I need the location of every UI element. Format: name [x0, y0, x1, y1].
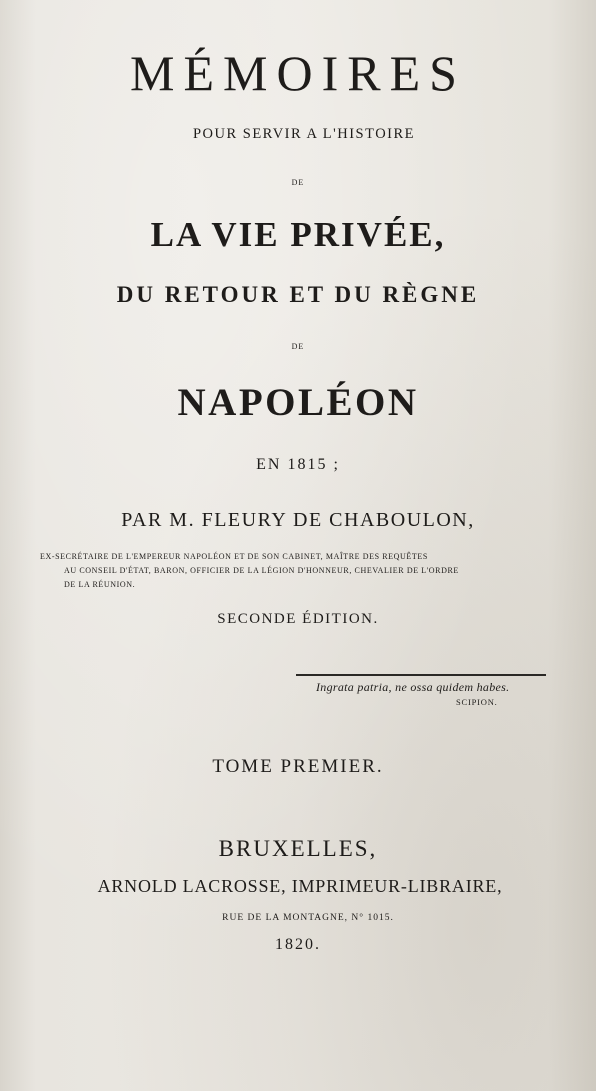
book-subtitle: POUR SERVIR A L'HISTOIRE — [192, 126, 416, 142]
credential-line: AU CONSEIL D'ÉTAT, BARON, OFFICIER DE LA LÉGION D'HONNEUR, CHEVALIER DE L'ORDRE — [64, 566, 459, 575]
title-line-return-reign: DU RETOUR ET DU RÈGNE — [116, 282, 480, 307]
imprint-address: RUE DE LA MONTAGNE, N° 1015. — [222, 913, 394, 923]
credential-line: DE LA RÉUNION. — [64, 580, 136, 589]
year-line: EN 1815 ; — [256, 456, 340, 473]
epigraph-source: SCIPION. — [456, 697, 498, 707]
edition-line: SECONDE ÉDITION. — [217, 611, 379, 627]
epigraph-quote: Ingrata patria, ne ossa quidem habes. — [316, 680, 510, 694]
connector-de-2: DE — [291, 342, 305, 351]
volume-line: TOME PREMIER. — [212, 756, 384, 777]
title-subject: NAPOLÉON — [177, 381, 419, 424]
credential-line: EX-SECRÉTAIRE DE L'EMPEREUR NAPOLÉON ET DE SON CABINET, MAÎTRE DES REQUÊTES — [40, 552, 428, 561]
book-title: MÉMOIRES — [130, 45, 466, 101]
imprint-city: BRUXELLES, — [218, 836, 378, 861]
author-line: PAR M. FLEURY DE CHABOULON, — [121, 509, 475, 531]
title-line-private-life: LA VIE PRIVÉE, — [150, 215, 446, 254]
author-credentials — [40, 550, 554, 592]
imprint-publisher: ARNOLD LACROSSE, IMPRIMEUR-LIBRAIRE, — [97, 876, 503, 896]
imprint-date: 1820. — [275, 936, 321, 953]
epigraph-rule — [296, 674, 546, 676]
connector-de-1: DE — [291, 178, 305, 187]
